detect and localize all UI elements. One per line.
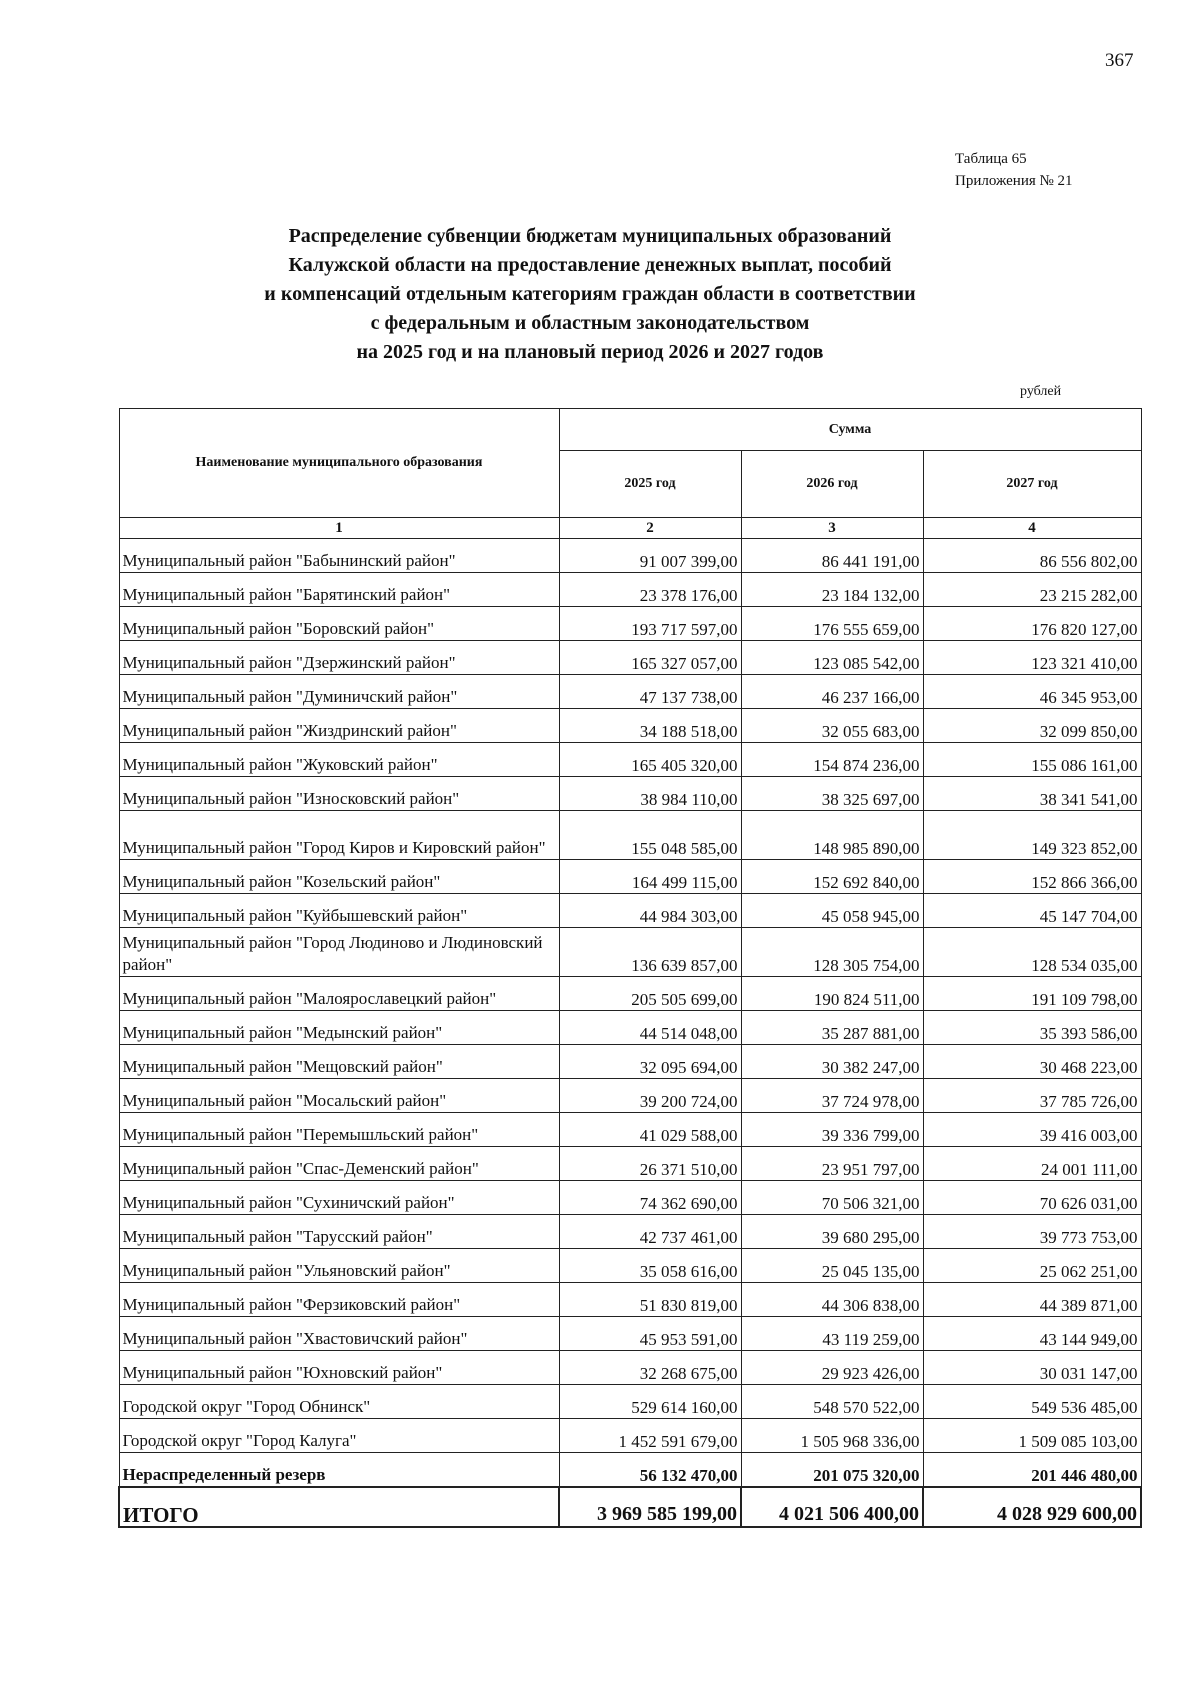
amount-2027-cell: 30 031 147,00 [923, 1351, 1141, 1385]
amount-2027-cell: 201 446 480,00 [923, 1453, 1141, 1488]
amount-2027-cell: 45 147 704,00 [923, 894, 1141, 928]
amount-2027-cell: 23 215 282,00 [923, 573, 1141, 607]
amount-2027-cell: 176 820 127,00 [923, 607, 1141, 641]
municipality-name-cell: Муниципальный район "Жуковский район" [119, 743, 559, 777]
amount-2027-cell: 32 099 850,00 [923, 709, 1141, 743]
table-row [119, 1181, 1141, 1215]
amount-2026-cell: 1 505 968 336,00 [741, 1419, 923, 1453]
table-row [119, 1283, 1141, 1317]
municipality-name-cell: Муниципальный район "Дзержинский район" [119, 641, 559, 675]
amount-2027-cell: 191 109 798,00 [923, 977, 1141, 1011]
table-row [119, 811, 1141, 860]
table-row [119, 1385, 1141, 1419]
amount-2025-cell: 165 327 057,00 [559, 641, 741, 675]
amount-2027-cell: 128 534 035,00 [923, 928, 1141, 977]
amount-2025-cell: 74 362 690,00 [559, 1181, 741, 1215]
amount-2027-cell: 152 866 366,00 [923, 860, 1141, 894]
table-row [119, 1045, 1141, 1079]
municipality-name-cell: Нераспределенный резерв [119, 1453, 559, 1488]
page-number: 367 [1105, 50, 1134, 71]
table-row [119, 1113, 1141, 1147]
table-number: Таблица 65 [955, 151, 1027, 167]
total-row [119, 1487, 1141, 1527]
subvention-table [118, 408, 1142, 1528]
amount-2026-cell: 86 441 191,00 [741, 539, 923, 573]
table-row [119, 894, 1141, 928]
municipality-name-cell: Муниципальный район "Тарусский район" [119, 1215, 559, 1249]
table-row [119, 977, 1141, 1011]
municipality-name-cell: Муниципальный район "Жиздринский район" [119, 709, 559, 743]
amount-2025-cell: 32 095 694,00 [559, 1045, 741, 1079]
municipality-name-cell: Муниципальный район "Мещовский район" [119, 1045, 559, 1079]
amount-2026-cell: 70 506 321,00 [741, 1181, 923, 1215]
municipality-name-cell: Муниципальный район "Барятинский район" [119, 573, 559, 607]
amount-2026-cell: 29 923 426,00 [741, 1351, 923, 1385]
amount-2027-cell: 43 144 949,00 [923, 1317, 1141, 1351]
document-title [150, 222, 1030, 367]
amount-2027-cell: 155 086 161,00 [923, 743, 1141, 777]
title-line: с федеральным и областным законодательством [370, 312, 810, 334]
amount-2025-cell: 47 137 738,00 [559, 675, 741, 709]
amount-2025-cell: 34 188 518,00 [559, 709, 741, 743]
amount-2025-cell: 193 717 597,00 [559, 607, 741, 641]
amount-2025-cell: 136 639 857,00 [559, 928, 741, 977]
header-year-2027: 2027 год [923, 451, 1141, 518]
municipality-name-cell: Муниципальный район "Хвастовичский район" [119, 1317, 559, 1351]
amount-2026-cell: 148 985 890,00 [741, 811, 923, 860]
amount-2025-cell: 42 737 461,00 [559, 1215, 741, 1249]
amount-2026-cell: 154 874 236,00 [741, 743, 923, 777]
amount-2026-cell: 44 306 838,00 [741, 1283, 923, 1317]
amount-2025-cell: 35 058 616,00 [559, 1249, 741, 1283]
municipality-name-cell: Муниципальный район "Город Людиново и Людиновский район" [119, 928, 559, 977]
table-row [119, 928, 1141, 977]
header-municipality-name: Наименование муниципального образования [119, 409, 559, 518]
amount-2027-cell: 30 468 223,00 [923, 1045, 1141, 1079]
amount-2026-cell: 43 119 259,00 [741, 1317, 923, 1351]
municipality-name-cell: Муниципальный район "Спас-Деменский район" [119, 1147, 559, 1181]
table-row [119, 777, 1141, 811]
table-row [119, 1011, 1141, 1045]
title-line: на 2025 год и на плановый период 2026 и 2027 годов [356, 341, 824, 363]
amount-2026-cell: 23 951 797,00 [741, 1147, 923, 1181]
amount-2027-cell: 86 556 802,00 [923, 539, 1141, 573]
amount-2026-cell: 39 336 799,00 [741, 1113, 923, 1147]
municipality-name-cell: Муниципальный район "Малоярославецкий район" [119, 977, 559, 1011]
amount-2026-cell: 35 287 881,00 [741, 1011, 923, 1045]
amount-2025-cell: 91 007 399,00 [559, 539, 741, 573]
amount-2025-cell: 205 505 699,00 [559, 977, 741, 1011]
municipality-name-cell: Муниципальный район "Город Киров и Кировский район" [119, 811, 559, 860]
column-number-row [119, 518, 1141, 539]
municipality-name-cell: Муниципальный район "Перемышльский район" [119, 1113, 559, 1147]
municipality-name-cell: Муниципальный район "Ульяновский район" [119, 1249, 559, 1283]
reserve-row [119, 1453, 1141, 1488]
table-row [119, 573, 1141, 607]
amount-2025-cell: 41 029 588,00 [559, 1113, 741, 1147]
municipality-name-cell: Муниципальный район "Сухиничский район" [119, 1181, 559, 1215]
table-row [119, 1147, 1141, 1181]
amount-2025-cell: 23 378 176,00 [559, 573, 741, 607]
appendix-number: Приложения № 21 [955, 173, 1073, 189]
amount-2027-cell: 149 323 852,00 [923, 811, 1141, 860]
amount-2025-cell: 32 268 675,00 [559, 1351, 741, 1385]
table-row [119, 1351, 1141, 1385]
municipality-name-cell: Муниципальный район "Износковский район" [119, 777, 559, 811]
title-line: Распределение субвенции бюджетам муниципальных образований [288, 225, 892, 247]
table-row [119, 539, 1141, 573]
municipality-name-cell: Муниципальный район "Ферзиковский район" [119, 1283, 559, 1317]
amount-2027-cell: 70 626 031,00 [923, 1181, 1141, 1215]
municipality-name-cell: Муниципальный район "Юхновский район" [119, 1351, 559, 1385]
amount-2025-cell: 45 953 591,00 [559, 1317, 741, 1351]
header-year-2026: 2026 год [741, 451, 923, 518]
municipality-name-cell: ИТОГО [119, 1487, 559, 1527]
amount-2027-cell: 39 416 003,00 [923, 1113, 1141, 1147]
column-number: 2 [559, 518, 741, 539]
amount-2026-cell: 32 055 683,00 [741, 709, 923, 743]
amount-2025-cell: 164 499 115,00 [559, 860, 741, 894]
table-row [119, 607, 1141, 641]
municipality-name-cell: Муниципальный район "Козельский район" [119, 860, 559, 894]
municipality-name-cell: Муниципальный район "Боровский район" [119, 607, 559, 641]
amount-2027-cell: 123 321 410,00 [923, 641, 1141, 675]
amount-2027-cell: 37 785 726,00 [923, 1079, 1141, 1113]
table-row [119, 1317, 1141, 1351]
amount-2026-cell: 30 382 247,00 [741, 1045, 923, 1079]
amount-2025-cell: 3 969 585 199,00 [559, 1487, 741, 1527]
amount-2026-cell: 128 305 754,00 [741, 928, 923, 977]
amount-2026-cell: 38 325 697,00 [741, 777, 923, 811]
amount-2027-cell: 46 345 953,00 [923, 675, 1141, 709]
table-row [119, 1419, 1141, 1453]
amount-2025-cell: 44 984 303,00 [559, 894, 741, 928]
amount-2025-cell: 51 830 819,00 [559, 1283, 741, 1317]
title-line: Калужской области на предоставление денежных выплат, пособий [288, 254, 892, 276]
amount-2025-cell: 165 405 320,00 [559, 743, 741, 777]
municipality-name-cell: Городской округ "Город Калуга" [119, 1419, 559, 1453]
amount-2027-cell: 44 389 871,00 [923, 1283, 1141, 1317]
amount-2026-cell: 39 680 295,00 [741, 1215, 923, 1249]
column-number: 3 [741, 518, 923, 539]
amount-2025-cell: 155 048 585,00 [559, 811, 741, 860]
amount-2027-cell: 1 509 085 103,00 [923, 1419, 1141, 1453]
column-number: 1 [119, 518, 559, 539]
amount-2027-cell: 38 341 541,00 [923, 777, 1141, 811]
table-row [119, 1249, 1141, 1283]
amount-2025-cell: 1 452 591 679,00 [559, 1419, 741, 1453]
table-body [119, 518, 1141, 1528]
amount-2027-cell: 4 028 929 600,00 [923, 1487, 1141, 1527]
amount-2027-cell: 549 536 485,00 [923, 1385, 1141, 1419]
table-reference [955, 148, 1073, 192]
municipality-name-cell: Муниципальный район "Думиничский район" [119, 675, 559, 709]
amount-2026-cell: 190 824 511,00 [741, 977, 923, 1011]
header-sum: Сумма [559, 409, 1141, 451]
amount-2026-cell: 152 692 840,00 [741, 860, 923, 894]
table-row [119, 641, 1141, 675]
amount-2026-cell: 37 724 978,00 [741, 1079, 923, 1113]
table-row [119, 1215, 1141, 1249]
amount-2025-cell: 38 984 110,00 [559, 777, 741, 811]
table-row [119, 860, 1141, 894]
amount-2026-cell: 23 184 132,00 [741, 573, 923, 607]
amount-2026-cell: 45 058 945,00 [741, 894, 923, 928]
amount-2027-cell: 25 062 251,00 [923, 1249, 1141, 1283]
amount-2027-cell: 39 773 753,00 [923, 1215, 1141, 1249]
amount-2025-cell: 44 514 048,00 [559, 1011, 741, 1045]
table-row [119, 709, 1141, 743]
municipality-name-cell: Муниципальный район "Бабынинский район" [119, 539, 559, 573]
amount-2026-cell: 123 085 542,00 [741, 641, 923, 675]
municipality-name-cell: Муниципальный район "Мосальский район" [119, 1079, 559, 1113]
amount-2027-cell: 24 001 111,00 [923, 1147, 1141, 1181]
table-row [119, 1079, 1141, 1113]
amount-2026-cell: 46 237 166,00 [741, 675, 923, 709]
amount-2027-cell: 35 393 586,00 [923, 1011, 1141, 1045]
amount-2025-cell: 39 200 724,00 [559, 1079, 741, 1113]
amount-2026-cell: 548 570 522,00 [741, 1385, 923, 1419]
header-year-2025: 2025 год [559, 451, 741, 518]
municipality-name-cell: Муниципальный район "Куйбышевский район" [119, 894, 559, 928]
municipality-name-cell: Городской округ "Город Обнинск" [119, 1385, 559, 1419]
amount-2026-cell: 4 021 506 400,00 [741, 1487, 923, 1527]
amount-2026-cell: 201 075 320,00 [741, 1453, 923, 1488]
column-number: 4 [923, 518, 1141, 539]
amount-2025-cell: 529 614 160,00 [559, 1385, 741, 1419]
table-row [119, 743, 1141, 777]
amount-2025-cell: 56 132 470,00 [559, 1453, 741, 1488]
table-row [119, 675, 1141, 709]
amount-2025-cell: 26 371 510,00 [559, 1147, 741, 1181]
municipality-name-cell: Муниципальный район "Медынский район" [119, 1011, 559, 1045]
amount-2026-cell: 25 045 135,00 [741, 1249, 923, 1283]
title-line: и компенсаций отдельным категориям граждан области в соответствии [264, 283, 916, 305]
currency-unit: рублей [1020, 384, 1062, 399]
amount-2026-cell: 176 555 659,00 [741, 607, 923, 641]
